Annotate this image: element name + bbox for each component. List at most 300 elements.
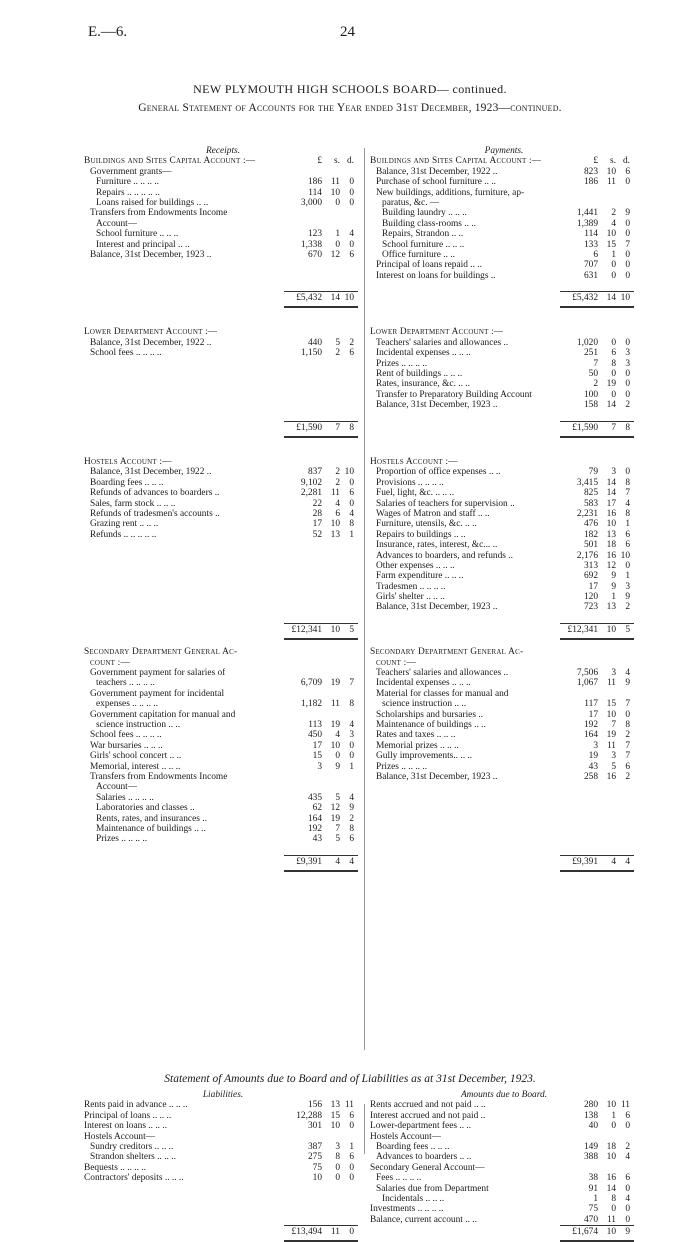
row-label: War bursaries .. .. ..	[90, 740, 163, 751]
shillings-value: 0	[611, 1121, 616, 1132]
ledger-row	[370, 400, 638, 410]
total-pence: 0	[349, 1227, 354, 1238]
shillings-value: 5	[335, 792, 340, 803]
pence-value: 0	[625, 1214, 630, 1225]
row-label: Grazing rent .. .. ..	[90, 519, 159, 530]
total-row	[84, 855, 362, 869]
row-label: Balance, 31st December, 1922 ..	[90, 337, 212, 348]
row-label: Balance, 31st December, 1922 ..	[376, 166, 498, 177]
shillings-value: 13	[606, 529, 616, 540]
pounds-value: 164	[583, 730, 598, 741]
pence-value: 11	[344, 1100, 354, 1111]
pounds-value: 75	[588, 1204, 598, 1215]
shillings-value: 15	[606, 239, 616, 250]
row-label: Teachers' salaries and allowances ..	[376, 668, 509, 679]
pence-value: 6	[625, 529, 630, 540]
shillings-value: 0	[611, 270, 616, 281]
pounds-value: 692	[583, 571, 598, 582]
pence-value: 0	[625, 1121, 630, 1132]
pounds-value: 79	[588, 467, 598, 478]
section-title: Secondary Department General Ac-	[370, 647, 524, 658]
total-double-rule	[284, 306, 358, 308]
pence-value: 7	[625, 699, 630, 710]
pounds-value: 1,020	[576, 337, 598, 348]
ledger-row	[370, 499, 638, 509]
pounds-value: 825	[583, 488, 598, 499]
row-label: science instruction .. ..	[96, 719, 181, 730]
ledger-row	[84, 219, 362, 229]
pounds-value: 3	[317, 761, 322, 772]
row-label: Government payment for salaries of	[90, 668, 226, 679]
total-shillings: 10	[330, 625, 340, 636]
pounds-value: 3,000	[300, 197, 322, 208]
shillings-value: 0	[335, 1173, 340, 1184]
pounds-value: 164	[307, 813, 322, 824]
shillings-value: 5	[335, 834, 340, 845]
shillings-value: 0	[611, 337, 616, 348]
pounds-value: 440	[307, 337, 322, 348]
report-reference: E.—6.	[88, 24, 128, 40]
shillings-value: 8	[611, 358, 616, 369]
pence-value: 0	[625, 1183, 630, 1194]
pounds-value: 149	[583, 1141, 598, 1152]
ledger-row	[370, 1121, 638, 1131]
shillings-value: 2	[611, 208, 616, 219]
pounds-value: 158	[583, 400, 598, 411]
row-label: Prizes .. .. .. ..	[376, 358, 428, 369]
ledger-row	[370, 582, 638, 592]
ledger-row	[370, 271, 638, 281]
pence-value: 0	[625, 369, 630, 380]
blank-row	[84, 1194, 362, 1204]
pounds-value: 38	[588, 1173, 598, 1184]
shillings-value: 16	[606, 771, 616, 782]
row-label: School fees .. .. .. ..	[90, 730, 162, 741]
currency-header: s.	[610, 156, 616, 167]
shillings-value: 0	[611, 389, 616, 400]
pence-value: 10	[344, 467, 354, 478]
statement-divider	[364, 1104, 365, 1154]
total-row	[370, 855, 638, 869]
pence-value: 3	[625, 581, 630, 592]
pence-value: 1	[349, 1141, 354, 1152]
row-label: Maintenance of buildings .. ..	[96, 823, 206, 834]
pounds-value: 133	[583, 239, 598, 250]
total-pounds: £1,590	[572, 423, 598, 433]
pence-value: 2	[625, 730, 630, 741]
ledger-row	[84, 720, 362, 730]
ledger-row	[370, 730, 638, 740]
section-title-row	[84, 457, 362, 467]
row-label: School furniture .. .. ..	[96, 229, 179, 240]
pounds-value: 1,338	[300, 239, 322, 250]
statement-title: General Statement of Accounts for the Year ended 31st December, 1923—continued.	[138, 102, 562, 114]
pounds-value: 501	[583, 540, 598, 551]
ledger-row	[84, 1132, 362, 1142]
pounds-value: 707	[583, 260, 598, 271]
total-rule	[560, 291, 634, 292]
row-label: Scholarships and bursaries ..	[376, 709, 484, 720]
ledger-row	[370, 369, 638, 379]
row-label: science instruction .. ..	[382, 699, 467, 710]
ledger-row	[84, 793, 362, 803]
total-row	[84, 623, 362, 637]
pence-value: 0	[625, 379, 630, 390]
total-shillings: 14	[606, 293, 616, 304]
ledger-row	[370, 678, 638, 688]
row-label: Rates, insurance, &c. .. ..	[376, 379, 470, 390]
row-label: Incidental expenses .. .. ..	[376, 678, 471, 689]
ledger-row	[370, 540, 638, 550]
ledger-row	[84, 668, 362, 678]
shillings-value: 13	[330, 1100, 340, 1111]
pence-value: 0	[349, 177, 354, 188]
pounds-value: 2	[593, 379, 598, 390]
section-title: Hostels Account :—	[84, 457, 172, 467]
row-label: Loans raised for buildings .. ..	[96, 197, 209, 208]
pounds-value: 62	[312, 803, 322, 814]
blank-row	[370, 793, 638, 803]
pence-value: 0	[349, 1173, 354, 1184]
pence-value: 6	[349, 1152, 354, 1163]
pence-value: 3	[625, 348, 630, 359]
ledger-row	[370, 1184, 638, 1194]
section-title: Buildings and Sites Capital Account :—	[370, 156, 542, 167]
pounds-value: 17	[588, 709, 598, 720]
pence-value: 11	[620, 1100, 630, 1111]
total-rule	[560, 855, 634, 856]
total-pounds: £13,494	[291, 1227, 322, 1238]
row-label: Girls' shelter .. .. ..	[376, 592, 445, 603]
ledger-row	[84, 488, 362, 498]
total-double-rule	[560, 436, 634, 438]
ledger-row	[370, 530, 638, 540]
ledger-row	[84, 824, 362, 834]
blank-row	[84, 281, 362, 291]
shillings-value: 7	[611, 719, 616, 730]
row-label: Interest and principal .. ..	[96, 239, 190, 250]
pence-value: 0	[349, 477, 354, 488]
total-rule	[284, 421, 358, 422]
blank-row	[84, 379, 362, 389]
pounds-value: 10	[312, 1173, 322, 1184]
pence-value: 3	[349, 730, 354, 741]
shillings-value: 11	[330, 488, 340, 499]
pence-value: 0	[625, 560, 630, 571]
blank-row	[84, 592, 362, 602]
pounds-value: 435	[307, 792, 322, 803]
section-gap	[370, 305, 638, 327]
ledger-row	[84, 467, 362, 477]
ledger-row	[370, 1215, 638, 1225]
ledger-row	[84, 814, 362, 824]
shillings-value: 14	[606, 477, 616, 488]
ledger-row	[84, 1163, 362, 1173]
row-label: Insurance, rates, interest, &c... ..	[376, 540, 498, 551]
shillings-value: 0	[335, 1162, 340, 1173]
ledger-row	[370, 1194, 638, 1204]
blank-row	[84, 571, 362, 581]
pence-value: 3	[625, 358, 630, 369]
pounds-value: 1,182	[300, 699, 322, 710]
liabilities-heading: Liabilities.	[202, 1090, 244, 1100]
row-label: Balance, 31st December, 1923 ..	[376, 400, 498, 411]
pounds-value: 3	[593, 740, 598, 751]
row-label: teachers .. .. .. ..	[96, 678, 155, 689]
row-label: Transfers from Endowments Income	[90, 208, 228, 219]
currency-header: s.	[334, 156, 340, 167]
ledger-row	[370, 519, 638, 529]
shillings-value: 14	[606, 400, 616, 411]
pence-value: 2	[349, 813, 354, 824]
row-label: Incidentals .. .. ..	[382, 1193, 445, 1204]
shillings-value: 18	[606, 1141, 616, 1152]
ledger-row	[84, 499, 362, 509]
ledger-row	[370, 1173, 638, 1183]
shillings-value: 11	[606, 678, 616, 689]
receipts-heading: Receipts.	[205, 146, 241, 156]
total-pence: 8	[349, 423, 354, 433]
total-pounds: £9,391	[572, 857, 598, 868]
row-label: expenses .. .. .. ..	[96, 699, 158, 710]
total-double-rule	[560, 638, 634, 640]
blank-row	[84, 369, 362, 379]
pence-value: 1	[349, 529, 354, 540]
row-label: Incidental expenses .. .. ..	[376, 348, 471, 359]
section-title-row	[84, 658, 362, 668]
shillings-value: 19	[330, 719, 340, 730]
row-label: Boarding fees .. .. ..	[376, 1141, 450, 1152]
row-label: School fees .. .. .. ..	[90, 348, 162, 359]
pence-value: 2	[625, 602, 630, 613]
payments-column	[370, 146, 638, 869]
blank-row	[370, 281, 638, 291]
ledger-row	[370, 772, 638, 782]
currency-header: d.	[346, 156, 354, 167]
shillings-value: 11	[606, 177, 616, 188]
row-label: Rents accrued and not paid .. ..	[370, 1100, 486, 1111]
shillings-value: 12	[606, 560, 616, 571]
shillings-value: 13	[606, 602, 616, 613]
total-pence: 5	[349, 625, 354, 636]
section-title-cont: count :—	[90, 657, 131, 668]
ledger-row	[370, 571, 638, 581]
row-label: Furniture .. .. .. ..	[96, 177, 160, 188]
total-shillings: 14	[330, 293, 340, 304]
pence-value: 0	[349, 197, 354, 208]
blank-row	[84, 561, 362, 571]
row-label: Prizes .. .. .. ..	[96, 834, 148, 845]
pence-value: 0	[625, 467, 630, 478]
shillings-value: 15	[330, 1110, 340, 1121]
row-label: Lower-department fees .. ..	[370, 1121, 472, 1132]
pence-value: 2	[625, 771, 630, 782]
pence-value: 7	[625, 488, 630, 499]
pence-value: 4	[625, 668, 630, 679]
total-rule	[560, 421, 634, 422]
pounds-value: 186	[307, 177, 322, 188]
row-label: Principal of loans repaid .. ..	[376, 260, 482, 271]
row-label: Refunds of tradesmen's accounts ..	[90, 508, 220, 519]
pence-value: 1	[625, 519, 630, 530]
pounds-value: 15	[312, 751, 322, 762]
ledger-row	[370, 1152, 638, 1162]
row-label: Prizes .. .. .. ..	[376, 761, 428, 772]
shillings-value: 1	[335, 229, 340, 240]
section-title-row	[370, 327, 638, 337]
pounds-value: 6,709	[300, 678, 322, 689]
pounds-value: 28	[312, 508, 322, 519]
pence-value: 2	[625, 1141, 630, 1152]
total-row	[370, 421, 638, 435]
pence-value: 7	[625, 239, 630, 250]
blank-row	[84, 359, 362, 369]
total-row	[84, 1225, 362, 1239]
total-pence: 10	[344, 293, 354, 304]
total-rule	[284, 291, 358, 292]
ledger-row	[84, 167, 362, 177]
pounds-value: 470	[583, 1214, 598, 1225]
pounds-value: 2,176	[576, 550, 598, 561]
shillings-value: 8	[611, 1193, 616, 1204]
ledger-row	[370, 348, 638, 358]
blank-row	[84, 400, 362, 410]
shillings-value: 10	[606, 709, 616, 720]
ledger-row	[84, 198, 362, 208]
pounds-value: 280	[583, 1100, 598, 1111]
total-double-rule	[560, 870, 634, 872]
shillings-value: 12	[330, 249, 340, 260]
total-row	[370, 623, 638, 637]
row-label: Furniture, utensils, &c. .. ..	[376, 519, 477, 530]
pence-value: 8	[349, 823, 354, 834]
row-label: Tradesmen .. .. .. ..	[376, 581, 446, 592]
section-title: Lower Department Account :—	[84, 327, 218, 338]
shillings-value: 4	[335, 498, 340, 509]
section-gap	[84, 435, 362, 457]
shillings-value: 10	[606, 166, 616, 177]
pounds-value: 186	[583, 177, 598, 188]
shillings-value: 11	[606, 740, 616, 751]
shillings-value: 10	[330, 519, 340, 530]
ledger-row	[84, 762, 362, 772]
ledger-row	[370, 379, 638, 389]
pounds-value: 388	[583, 1152, 598, 1163]
row-label: Memorial prizes .. .. ..	[376, 740, 459, 751]
row-label: Rent of buildings .. .. ..	[376, 369, 463, 380]
pence-value: 0	[349, 239, 354, 250]
pence-value: 0	[349, 1121, 354, 1132]
pence-value: 9	[625, 208, 630, 219]
total-pounds: £9,391	[296, 857, 322, 868]
shillings-value: 5	[611, 761, 616, 772]
shillings-value: 2	[335, 477, 340, 488]
row-label: Contractors' deposits .. .. ..	[84, 1173, 184, 1184]
pounds-value: 275	[307, 1152, 322, 1163]
pence-value: 1	[625, 571, 630, 582]
row-label: Government capitation for manual and	[90, 709, 236, 720]
pence-value: 4	[625, 1152, 630, 1163]
row-label: Bequests .. .. .. ..	[84, 1162, 146, 1173]
row-label: Girls' school concert .. ..	[90, 751, 182, 762]
total-pence: 4	[625, 857, 630, 868]
shillings-value: 14	[606, 488, 616, 499]
receipts-column	[84, 146, 362, 869]
pounds-value: 114	[584, 229, 598, 240]
pounds-value: 6	[593, 249, 598, 260]
pence-value: 8	[349, 699, 354, 710]
total-shillings: 4	[611, 857, 616, 868]
ledger-row	[84, 710, 362, 720]
pence-value: 8	[625, 719, 630, 730]
row-label: Interest on loans .. .. ..	[84, 1121, 168, 1132]
ledger-row	[84, 240, 362, 250]
row-label: New buildings, additions, furniture, ap-	[376, 187, 525, 198]
section-title-row	[84, 327, 362, 337]
ledger-row	[370, 602, 638, 612]
ledger-row	[370, 1163, 638, 1173]
section-title: Lower Department Account :—	[370, 327, 504, 338]
total-pence: 8	[625, 423, 630, 433]
pence-value: 0	[625, 1204, 630, 1215]
shillings-value: 16	[606, 1173, 616, 1184]
liabilities-column	[84, 1090, 362, 1239]
ledger-row	[370, 240, 638, 250]
pounds-value: 9,102	[300, 477, 322, 488]
ledger-row	[370, 741, 638, 751]
pence-value: 2	[349, 337, 354, 348]
currency-header: d.	[622, 156, 630, 167]
shillings-value: 0	[335, 239, 340, 250]
pounds-value: 138	[583, 1110, 598, 1121]
pounds-value: 192	[307, 823, 322, 834]
ledger-row	[370, 250, 638, 260]
row-label: Balance, 31st December, 1923 ..	[376, 771, 498, 782]
row-label: Interest accrued and not paid ..	[370, 1110, 486, 1121]
shillings-value: 8	[335, 1152, 340, 1163]
shillings-value: 6	[335, 508, 340, 519]
shillings-value: 11	[330, 177, 340, 188]
pence-value: 9	[625, 592, 630, 603]
section-title-row	[370, 658, 638, 668]
liabilities-statement-title: Statement of Amounts due to Board and of Liabilities as at 31st December, 1923.	[164, 1073, 536, 1085]
shillings-value: 3	[335, 1141, 340, 1152]
blank-row	[84, 551, 362, 561]
total-pounds: £5,432	[296, 293, 322, 304]
shillings-value: 12	[330, 803, 340, 814]
ledger-row	[84, 1142, 362, 1152]
shillings-value: 4	[611, 218, 616, 229]
ledger-row	[84, 229, 362, 239]
row-label: Building class-rooms .. ..	[382, 218, 477, 229]
row-label: Teachers' salaries and allowances ..	[376, 337, 509, 348]
ledger-row	[370, 488, 638, 498]
total-row	[84, 421, 362, 435]
amounts-due-column	[370, 1090, 638, 1239]
blank-row	[84, 540, 362, 550]
total-shillings: 10	[606, 1227, 616, 1238]
pounds-value: 2,281	[300, 488, 322, 499]
pence-value: 7	[349, 678, 354, 689]
row-label: Wages of Matron and staff .. ..	[376, 508, 490, 519]
shillings-value: 0	[611, 369, 616, 380]
blank-row	[84, 1215, 362, 1225]
total-pounds: £1,674	[572, 1227, 598, 1238]
ledger-row	[84, 1100, 362, 1110]
total-rule	[560, 623, 634, 624]
pounds-value: 301	[307, 1121, 322, 1132]
row-label: Repairs to buildings .. ..	[376, 529, 466, 540]
